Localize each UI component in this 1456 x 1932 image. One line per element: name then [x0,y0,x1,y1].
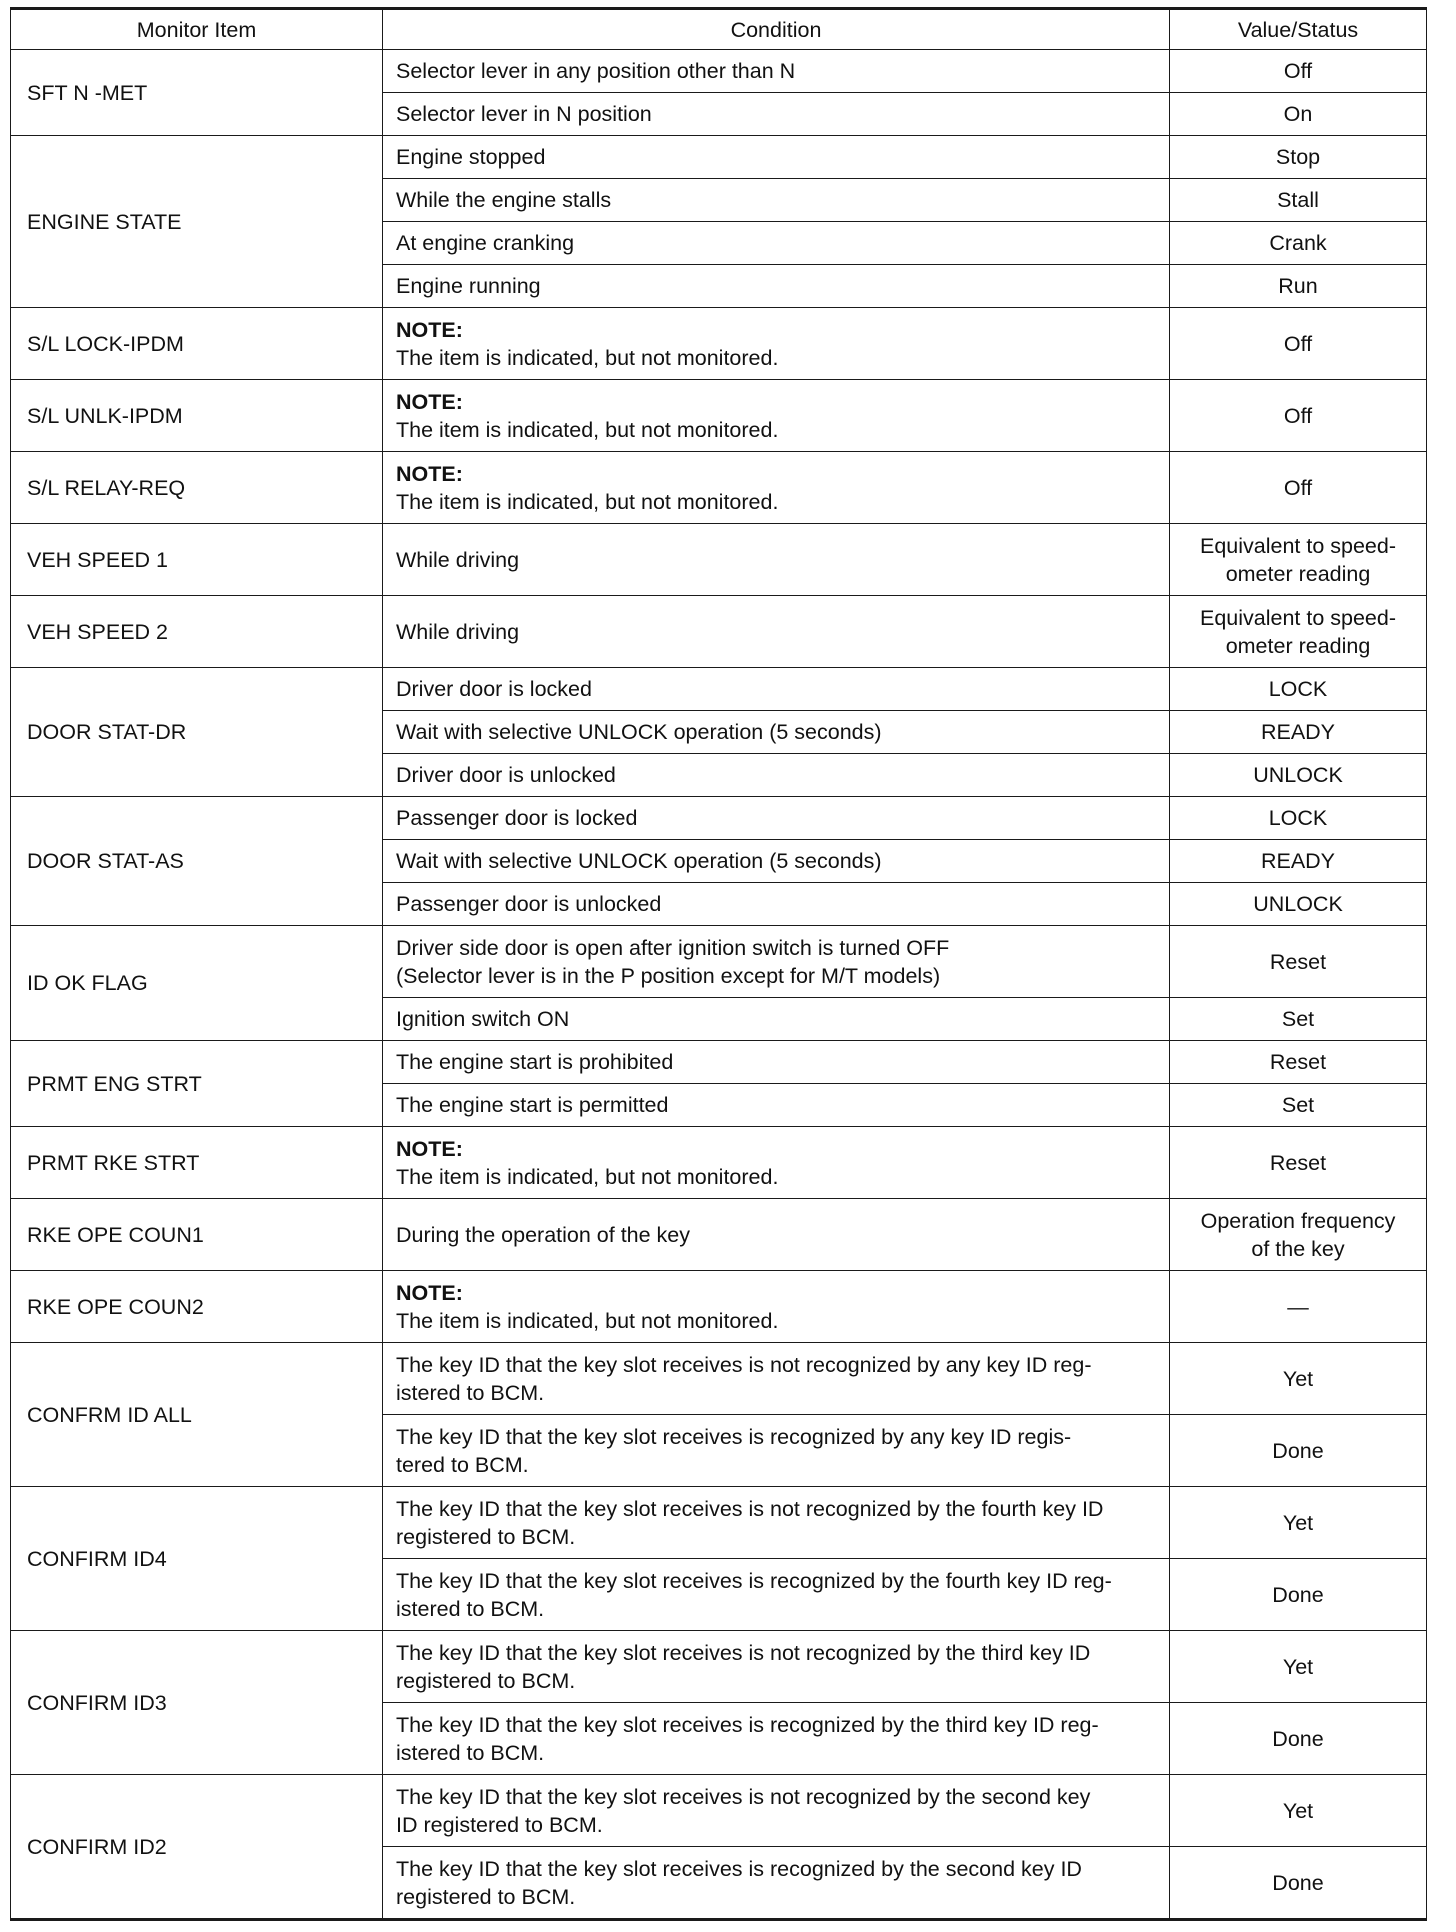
table-row [11,668,1427,711]
table-row [11,1487,1427,1559]
condition-cell: At engine cranking [383,222,1170,265]
condition-cell: The key ID that the key slot receives is not recognized by the fourth key ID registered to BCM. [383,1487,1170,1559]
condition-cell: While driving [383,524,1170,596]
value-status-cell: Equivalent to speed- ometer reading [1170,524,1427,596]
value-status-cell: READY [1170,711,1427,754]
condition-cell: Engine running [383,265,1170,308]
note-text: The item is indicated, but not monitored. [396,345,779,370]
value-status-cell: LOCK [1170,668,1427,711]
note-label: NOTE: [396,389,463,414]
value-status-cell: Off [1170,452,1427,524]
table-row [11,308,1427,380]
value-status-cell: Done [1170,1559,1427,1631]
table-body [11,50,1427,1920]
value-status-cell: Equivalent to speed- ometer reading [1170,596,1427,668]
value-status-cell: Reset [1170,1041,1427,1084]
condition-cell: The engine start is prohibited [383,1041,1170,1084]
monitor-item-cell: CONFIRM ID2 [11,1775,383,1920]
table-row [11,1199,1427,1271]
value-status-cell: Reset [1170,1127,1427,1199]
table-row [11,926,1427,998]
table-row [11,136,1427,179]
note-text: The item is indicated, but not monitored. [396,1308,779,1333]
condition-cell: Wait with selective UNLOCK operation (5 seconds) [383,711,1170,754]
table-row [11,1631,1427,1703]
value-status-cell: Yet [1170,1487,1427,1559]
table-row [11,797,1427,840]
condition-cell: The key ID that the key slot receives is not recognized by any key ID reg- istered to BCM. [383,1343,1170,1415]
monitor-item-table [10,7,1427,1921]
monitor-item-cell: ID OK FLAG [11,926,383,1041]
value-status-cell: Stall [1170,179,1427,222]
condition-cell: The key ID that the key slot receives is recognized by the fourth key ID reg- istered to BCM. [383,1559,1170,1631]
condition-cell: The key ID that the key slot receives is recognized by the third key ID reg- istered to BCM. [383,1703,1170,1775]
value-status-cell: Off [1170,380,1427,452]
table-row [11,1127,1427,1199]
condition-cell: Driver door is unlocked [383,754,1170,797]
value-status-cell: Set [1170,998,1427,1041]
monitor-item-cell: PRMT ENG STRT [11,1041,383,1127]
monitor-item-cell: RKE OPE COUN2 [11,1271,383,1343]
condition-cell: Ignition switch ON [383,998,1170,1041]
condition-cell: The engine start is permitted [383,1084,1170,1127]
value-status-cell: Stop [1170,136,1427,179]
condition-cell: The key ID that the key slot receives is recognized by any key ID regis- tered to BCM. [383,1415,1170,1487]
monitor-item-cell: CONFRM ID ALL [11,1343,383,1487]
monitor-item-cell: SFT N -MET [11,50,383,136]
header-condition: Condition [383,9,1170,50]
monitor-item-cell: S/L LOCK-IPDM [11,308,383,380]
value-status-cell: Set [1170,1084,1427,1127]
monitor-item-cell: ENGINE STATE [11,136,383,308]
condition-cell: The key ID that the key slot receives is recognized by the second key ID registered to BCM. [383,1847,1170,1920]
note-label: NOTE: [396,461,463,486]
note-text: The item is indicated, but not monitored. [396,489,779,514]
table-row [11,380,1427,452]
value-status-cell: Run [1170,265,1427,308]
note-text: The item is indicated, but not monitored. [396,417,779,442]
value-status-cell: Yet [1170,1631,1427,1703]
monitor-item-cell: S/L UNLK-IPDM [11,380,383,452]
monitor-item-cell: RKE OPE COUN1 [11,1199,383,1271]
note-label: NOTE: [396,1280,463,1305]
table-row [11,1271,1427,1343]
condition-cell: Passenger door is unlocked [383,883,1170,926]
condition-cell [383,1271,1170,1343]
value-status-cell: READY [1170,840,1427,883]
value-status-cell: Yet [1170,1343,1427,1415]
header-value-status: Value/Status [1170,9,1427,50]
value-status-cell: — [1170,1271,1427,1343]
condition-cell: While driving [383,596,1170,668]
table-header-row [11,9,1427,50]
note-label: NOTE: [396,1136,463,1161]
monitor-item-cell: CONFIRM ID3 [11,1631,383,1775]
monitor-item-cell: DOOR STAT-AS [11,797,383,926]
note-label: NOTE: [396,317,463,342]
table-row [11,1041,1427,1084]
value-status-cell: Done [1170,1703,1427,1775]
table-row [11,596,1427,668]
value-status-cell: Done [1170,1847,1427,1920]
value-status-cell: On [1170,93,1427,136]
condition-cell: Wait with selective UNLOCK operation (5 seconds) [383,840,1170,883]
table-row [11,524,1427,596]
monitor-item-cell: VEH SPEED 1 [11,524,383,596]
note-text: The item is indicated, but not monitored. [396,1164,779,1189]
value-status-cell: Reset [1170,926,1427,998]
monitor-item-cell: S/L RELAY-REQ [11,452,383,524]
value-status-cell: Operation frequency of the key [1170,1199,1427,1271]
condition-cell: The key ID that the key slot receives is not recognized by the second key ID registered to BCM. [383,1775,1170,1847]
condition-cell: Driver side door is open after ignition switch is turned OFF (Selector lever is in the P position except for M/T models) [383,926,1170,998]
monitor-item-cell: DOOR STAT-DR [11,668,383,797]
value-status-cell: Off [1170,50,1427,93]
value-status-cell: Done [1170,1415,1427,1487]
condition-cell: While the engine stalls [383,179,1170,222]
condition-cell: Driver door is locked [383,668,1170,711]
condition-cell [383,380,1170,452]
monitor-item-cell: CONFIRM ID4 [11,1487,383,1631]
condition-cell: During the operation of the key [383,1199,1170,1271]
condition-cell: Engine stopped [383,136,1170,179]
table-row [11,1343,1427,1415]
table-row [11,1775,1427,1847]
monitor-item-cell: PRMT RKE STRT [11,1127,383,1199]
condition-cell [383,1127,1170,1199]
value-status-cell: LOCK [1170,797,1427,840]
value-status-cell: Yet [1170,1775,1427,1847]
condition-cell: The key ID that the key slot receives is not recognized by the third key ID registered to BCM. [383,1631,1170,1703]
monitor-item-cell: VEH SPEED 2 [11,596,383,668]
table-row [11,50,1427,93]
condition-cell [383,452,1170,524]
table-row [11,452,1427,524]
condition-cell: Selector lever in any position other than N [383,50,1170,93]
value-status-cell: Off [1170,308,1427,380]
condition-cell: Selector lever in N position [383,93,1170,136]
value-status-cell: Crank [1170,222,1427,265]
condition-cell: Passenger door is locked [383,797,1170,840]
value-status-cell: UNLOCK [1170,754,1427,797]
value-status-cell: UNLOCK [1170,883,1427,926]
condition-cell [383,308,1170,380]
header-monitor-item: Monitor Item [11,9,383,50]
